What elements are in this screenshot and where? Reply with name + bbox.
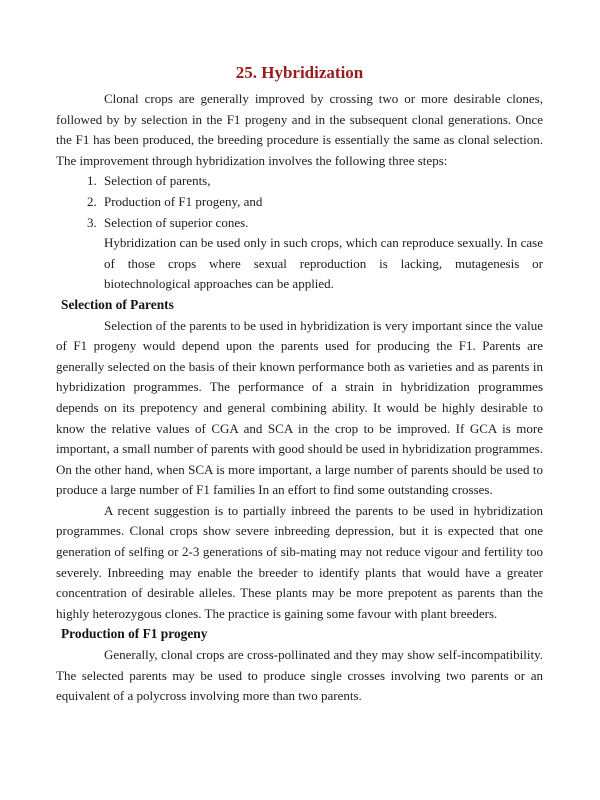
list-item <box>87 192 543 213</box>
list-item-number: 2. <box>87 193 97 209</box>
list-item-text: Selection of parents, <box>104 173 211 189</box>
list-item <box>87 213 543 234</box>
page-title: 25. Hybridization <box>235 63 364 82</box>
list-item <box>87 171 543 192</box>
intro-paragraph: Clonal crops are generally improved by crossing two or more desirable clones, followed by by selection in the F1 progeny and in the subsequent clonal generations. Once the F1 has been produced, the breeding procedure is essentially the same as clonal selection. The improvement through hybridization involves the following three steps: <box>56 91 543 168</box>
paragraph: Generally, clonal crops are cross-pollinated and they may show self-incompatibility. The selected parents may be used to produce single crosses involving two parents or an equivalent of a polycross involving more than two parents. <box>56 647 543 704</box>
section-heading-selection-of-parents: Selection of Parents <box>61 296 174 312</box>
steps-list <box>56 171 543 233</box>
paragraph: Selection of the parents to be used in hybridization is very important since the value of F1 progeny would depend upon the parents used for producing the F1. Parents are generally selected on the basis of their known performance both as varieties and as parents in hybridization programmes. The performance of a strain in hybridization programmes depends on its prepotency and general combining ability. It would be highly desirable to know the relative values of CGA and SCA in the crop to be improved. If GCA is more important, a small number of parents with good should be used in hybridization programmes. On the other hand, when SCA is more important, a large number of parents should be used to produce a large number of F1 families In an effort to find some outstanding crosses. <box>56 317 543 498</box>
list-item-number: 1. <box>87 173 97 189</box>
section-heading-production-of-f1-progeny: Production of F1 progeny <box>61 626 208 642</box>
steps-note-paragraph: Hybridization can be used only in such crops, which can reproduce sexually. In case of those crops where sexual reproduction is lacking, mutagenesis or biotechnological approaches can be applied. <box>104 235 543 292</box>
paragraph: A recent suggestion is to partially inbreed the parents to be used in hybridization programmes. Clonal crops show severe inbreeding depression, but it is expected that one generation of selfing or 2-3 generations of sib-mating may not reduce vigour and fertility too severely. Inbreeding may enable the breeder to identify plants that would have a greater concentration of desirable alleles. These plants may be more prepotent as parents than the highly heterozygous clones. The practice is gaining some favour with plant breeders. <box>56 502 543 621</box>
list-item-text: Selection of superior cones. <box>104 214 249 230</box>
list-item-text: Production of F1 progeny, and <box>104 193 263 209</box>
list-item-number: 3. <box>87 214 97 230</box>
